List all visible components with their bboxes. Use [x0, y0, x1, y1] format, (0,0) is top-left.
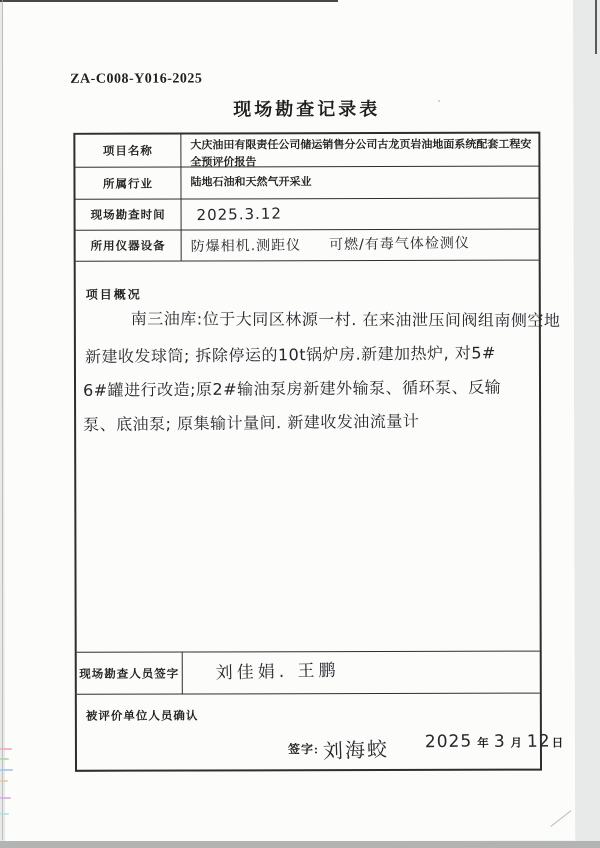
- overview-handwritten-line: 泵、底油泵; 原集输计量间. 新建收发油流量计: [83, 411, 420, 435]
- handwritten-instruments: [191, 233, 470, 258]
- industry-label: 所属行业: [75, 168, 181, 199]
- surveyor-signature-label: 现场勘查人员签字: [77, 653, 183, 694]
- surveyor-signatures-handwritten: 刘佳娟. 王鹏: [215, 660, 340, 684]
- confirmation-cell: [77, 694, 564, 770]
- scan-edge-right: [595, 0, 597, 54]
- instruments-label: 所用仪器设备: [76, 231, 182, 261]
- scan-edge-left: [2, 0, 3, 840]
- survey-time-value: [182, 199, 539, 230]
- year-unit: 年: [477, 737, 489, 750]
- confirmation-label: 被评价单位人员确认: [85, 710, 199, 723]
- date-month-handwritten: 3: [493, 731, 506, 752]
- confirmation-sign-line: [288, 734, 389, 763]
- instruments-part1: 防爆相机.测距仪: [190, 237, 302, 255]
- project-name-value: 大庆油田有限责任公司储运销售分公司古龙页岩油地面系统配套工程安全预评价报告: [190, 138, 532, 169]
- date-year-handwritten: 2025: [424, 731, 473, 753]
- confirmation-signature-handwritten: 刘海蛟: [322, 736, 390, 764]
- survey-time-label: 现场勘查时间: [76, 200, 182, 230]
- month-unit: 月: [510, 737, 523, 750]
- scanner-streak: [0, 813, 9, 815]
- surveyor-signature-value: [183, 652, 540, 694]
- scanner-streak: [0, 780, 8, 782]
- scanned-paper: [3, 0, 575, 842]
- date-day-handwritten: 12: [526, 731, 551, 752]
- instruments-value: [182, 230, 539, 261]
- sign-label: 签字:: [287, 742, 319, 757]
- overview-handwritten-line: 新建收发球筒; 拆除停运的10t锅炉房.新建加热炉, 对5#: [84, 343, 496, 367]
- industry-value: 陆地石油和天然气开采业: [190, 176, 312, 189]
- row-industry: [75, 167, 538, 200]
- scanner-streak: [0, 797, 11, 799]
- scan-speck: ˋ: [437, 98, 441, 111]
- row-project-name: [75, 134, 538, 168]
- confirmation-date: [425, 732, 563, 752]
- doc-code: ZA-C008-Y016-2025: [70, 71, 203, 87]
- overview-label: 项目概况: [85, 287, 142, 302]
- scan-edge-top: [0, 0, 338, 2]
- scanner-streak: [0, 769, 13, 771]
- row-instruments: [76, 230, 539, 262]
- project-overview-cell: [76, 261, 561, 652]
- instruments-part2: 可燃/有毒气体检测仪: [328, 234, 470, 253]
- overview-handwritten-line: 6#罐进行改造;原2#输油泵房新建外输泵、循环泵、反输: [82, 377, 502, 400]
- handwritten-date: 2025.3.12: [196, 204, 283, 224]
- project-name-label: 项目名称: [75, 135, 181, 167]
- day-unit: 日: [551, 737, 564, 750]
- row-survey-time: [76, 199, 539, 231]
- overview-handwritten-line: 南三油库:位于大同区林源一村. 在来油泄压间阀组南侧空地: [130, 309, 561, 331]
- row-confirmation: [77, 694, 564, 770]
- survey-form-table: [73, 132, 564, 772]
- row-surveyor-signature: [77, 652, 540, 695]
- row-project-overview: [76, 261, 561, 653]
- scanner-streak: [0, 758, 9, 760]
- scan-background-bottom: [0, 841, 600, 848]
- form-title: 现场勘查记录表: [233, 99, 381, 120]
- scanner-streak: [0, 748, 12, 750]
